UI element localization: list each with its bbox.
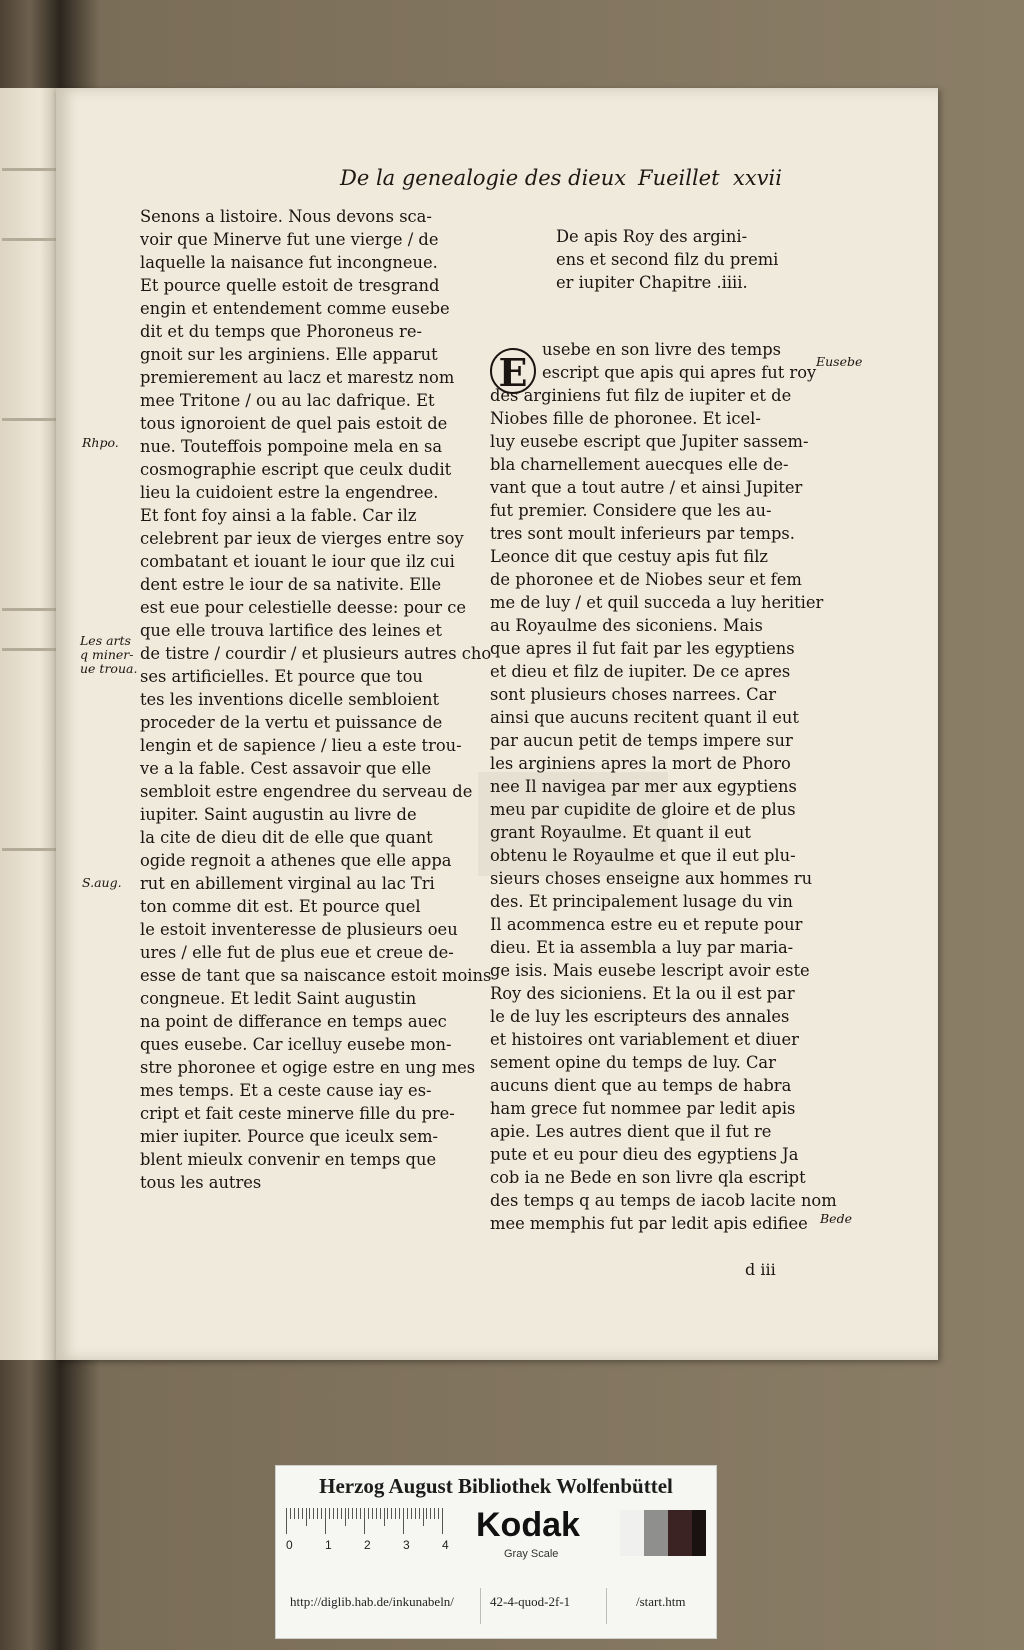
ruler-tick	[298, 1508, 299, 1519]
text-line: ham grece fut nommee par ledit apis	[490, 1099, 796, 1118]
text-line: stre phoronee et ogige estre en ung mes	[140, 1058, 476, 1077]
ruler-tick	[387, 1508, 388, 1519]
ruler-number: 4	[442, 1538, 449, 1552]
ruler-tick	[306, 1508, 307, 1526]
ruler-tick	[411, 1508, 412, 1519]
folio-number: xxvii	[733, 166, 782, 190]
ruler-tick	[419, 1508, 420, 1519]
ruler-tick	[415, 1508, 416, 1519]
text-line: engin et entendement comme eusebe	[140, 299, 450, 318]
text-line: par aucun petit de temps impere sur	[490, 731, 793, 750]
text-line: blent mieulx convenir en temps que	[140, 1150, 437, 1169]
text-line: ogide regnoit a athenes que elle appa	[140, 851, 452, 870]
text-line: rut en abillement virginal au lac Tri	[140, 874, 435, 893]
chapter-heading-line: De apis Roy des argini-	[556, 227, 748, 246]
text-line: sieurs choses enseigne aux hommes ru	[490, 869, 813, 888]
text-line: est eue pour celestielle deesse: pour ce	[140, 598, 466, 617]
text-line: Leonce dit que cestuy apis fut filz	[490, 547, 768, 566]
text-line: la cite de dieu dit de elle que quant	[140, 828, 433, 847]
url-part-base: http://diglib.hab.de/inkunabeln/	[290, 1594, 454, 1609]
url-part-start: /start.htm	[636, 1594, 686, 1609]
text-line: ures / elle fut de plus eue et creue de-	[140, 943, 454, 962]
text-line: mes temps. Et a ceste cause iay es-	[140, 1081, 432, 1100]
text-line: ge isis. Mais eusebe lescript avoir este	[490, 961, 810, 980]
text-line: sont plusieurs choses narrees. Car	[490, 685, 777, 704]
gray-swatch-mid	[644, 1510, 668, 1556]
library-name: Herzog August Bibliothek Wolfenbüttel	[319, 1474, 673, 1498]
text-line: au Royaulme des siconiens. Mais	[490, 616, 763, 635]
text-line: cript et fait ceste minerve fille du pre-	[140, 1104, 455, 1123]
text-line: dent estre le iour de sa nativite. Elle	[140, 575, 442, 594]
text-line: congneue. Et ledit Saint augustin	[140, 989, 417, 1008]
ruler-tick	[325, 1508, 326, 1534]
text-line: gnoit sur les arginiens. Elle apparut	[140, 345, 438, 364]
text-line: que elle trouva lartifice des leines et	[140, 621, 442, 640]
text-line: des arginiens fut filz de iupiter et de	[490, 386, 792, 405]
text-line: ses artificielles. Et pource que tou	[140, 667, 423, 686]
margin-note-arts	[80, 634, 137, 676]
text-line: tous ignoroient de quel pais estoit de	[140, 414, 448, 433]
text-line: ton comme dit est. Et pource quel	[140, 897, 421, 916]
text-line: me de luy / et quil succeda a luy heritier	[490, 593, 824, 612]
ruler-ticks	[286, 1508, 456, 1534]
margin-note-line: q miner-	[80, 647, 134, 662]
text-line: proceder de la vertu et puissance de	[140, 713, 443, 732]
text-line: obtenu le Royaulme et que il eut plu-	[490, 846, 796, 865]
margin-note-eusebe: Eusebe	[816, 354, 863, 369]
ruler-tick	[430, 1508, 431, 1519]
url-part-id: 42-4-quod-2f-1	[490, 1594, 571, 1609]
ruler-tick	[423, 1508, 424, 1526]
ruler-tick	[391, 1508, 392, 1519]
ruler-tick	[348, 1508, 349, 1519]
gray-swatch-dark	[668, 1510, 692, 1556]
text-line: de tistre / courdir / et plusieurs autres cho	[140, 644, 492, 663]
ruler-tick	[302, 1508, 303, 1519]
text-line: ainsi que aucuns recitent quant il eut	[490, 708, 799, 727]
text-line: les arginiens apres la mort de Phoro	[490, 754, 791, 773]
text-line: Niobes fille de phoronee. Et icel-	[490, 409, 761, 428]
ruler-tick	[442, 1508, 443, 1534]
text-line: lengin et de sapience / lieu a este trou-	[140, 736, 462, 755]
text-line: nue. Touteffois pompoine mela en sa	[140, 437, 443, 456]
ruler-tick	[317, 1508, 318, 1519]
text-line: luy eusebe escript que Jupiter sassem-	[490, 432, 809, 451]
text-line: mee Tritone / ou au lac dafrique. Et	[140, 391, 435, 410]
margin-note-line: Les arts	[80, 633, 131, 648]
text-line: dit et du temps que Phoroneus re-	[140, 322, 422, 341]
text-line: et histoires ont variablement et diuer	[490, 1030, 799, 1049]
ruler-number: 3	[403, 1538, 410, 1552]
text-line: tes les inventions dicelle sembloient	[140, 690, 440, 709]
text-line: mier iupiter. Pource que iceulx sem-	[140, 1127, 439, 1146]
ruler-tick	[356, 1508, 357, 1519]
ruler-tick	[329, 1508, 330, 1519]
text-line: pute et eu pour dieu des egyptiens Ja	[490, 1145, 799, 1164]
margin-note-saug: S.aug.	[82, 875, 122, 890]
text-line: apie. Les autres dient que il fut re	[490, 1122, 772, 1141]
ruler-tick	[384, 1508, 385, 1526]
margin-note-bede: Bede	[820, 1211, 852, 1226]
folio-label: Fueillet	[638, 166, 720, 190]
ruler-tick	[376, 1508, 377, 1519]
gray-swatch-white	[620, 1510, 644, 1556]
kodak-logo: Kodak	[476, 1506, 580, 1544]
running-head	[340, 166, 800, 196]
ruler-number: 2	[364, 1538, 371, 1552]
text-line: Senons a listoire. Nous devons sca-	[140, 207, 432, 226]
text-line: celebrent par ieux de vierges entre soy	[140, 529, 464, 548]
ruler-tick	[438, 1508, 439, 1519]
ruler-tick	[341, 1508, 342, 1519]
ruler-number: 0	[286, 1538, 293, 1552]
text-line: na point de differance en temps auec	[140, 1012, 447, 1031]
ruler-tick	[345, 1508, 346, 1526]
text-line: Et pource quelle estoit de tresgrand	[140, 276, 440, 295]
text-line: mee memphis fut par ledit apis edifiee	[490, 1214, 808, 1233]
ruler-tick	[426, 1508, 427, 1519]
text-line: Roy des sicioniens. Et la ou il est par	[490, 984, 795, 1003]
text-line: cosmographie escript que ceulx dudit	[140, 460, 452, 479]
ruler-tick	[321, 1508, 322, 1519]
text-line: le de luy les escripteurs des annales	[490, 1007, 790, 1026]
ruler-tick	[380, 1508, 381, 1519]
text-line: tous les autres	[140, 1173, 262, 1192]
right-column	[490, 225, 837, 1235]
text-line: fut premier. Considere que les au-	[490, 501, 772, 520]
ruler-tick	[333, 1508, 334, 1519]
text-line: aucuns dient que au temps de habra	[490, 1076, 792, 1095]
ruler-number: 1	[325, 1538, 332, 1552]
text-line: le estoit inventeresse de plusieurs oeu	[140, 920, 458, 939]
margin-note-rhpo: Rhpo.	[82, 435, 119, 450]
ruler-tick	[395, 1508, 396, 1519]
library-color-target	[275, 1465, 717, 1639]
text-line: cob ia ne Bede en son livre qla escript	[490, 1168, 806, 1187]
chapter-heading-line: ens et second filz du premi	[556, 250, 779, 269]
text-line: sembloit estre engendree du serveau de	[140, 782, 473, 801]
running-head-title: De la genealogie des dieux	[340, 166, 627, 190]
text-line: et dieu et filz de iupiter. De ce apres	[490, 662, 791, 681]
text-line: voir que Minerve fut une vierge / de	[140, 230, 439, 249]
text-line: sement opine du temps de luy. Car	[490, 1053, 776, 1072]
ruler-tick	[372, 1508, 373, 1519]
ruler-tick	[368, 1508, 369, 1519]
text-line: lieu la cuidoient estre la engendree.	[140, 483, 439, 502]
text-line: que apres il fut fait par les egyptiens	[490, 639, 795, 658]
ruler-tick	[364, 1508, 365, 1534]
left-column	[140, 205, 492, 1194]
ruler-tick	[399, 1508, 400, 1519]
text-line: iupiter. Saint augustin au livre de	[140, 805, 417, 824]
text-line: bla charnellement auecques elle de-	[490, 455, 789, 474]
text-line: esse de tant que sa naiscance estoit moins	[140, 966, 492, 985]
text-line: combatant et iouant le iour que ilz cui	[140, 552, 455, 571]
text-line: nee Il navigea par mer aux egyptiens	[490, 777, 797, 796]
scale-ruler	[286, 1508, 456, 1558]
decorated-initial: E	[490, 348, 536, 394]
ruler-tick	[290, 1508, 291, 1519]
text-line: Il acommenca estre eu et repute pour	[490, 915, 803, 934]
previous-page-edge	[0, 88, 58, 1360]
text-line: des. Et principalement lusage du vin	[490, 892, 793, 911]
text-line: laquelle la naisance fut incongneue.	[140, 253, 438, 272]
ruler-tick	[294, 1508, 295, 1519]
ruler-tick	[337, 1508, 338, 1519]
gray-scale-label: Gray Scale	[504, 1548, 559, 1560]
ruler-tick	[352, 1508, 353, 1519]
text-line: grant Royaulme. Et quant il eut	[490, 823, 751, 842]
signature-mark: d iii	[745, 1260, 776, 1279]
text-line: usebe en son livre des temps	[542, 340, 782, 359]
gray-swatch-black	[692, 1510, 706, 1556]
text-line: vant que a tout autre / et ainsi Jupiter	[490, 478, 803, 497]
text-line: Et font foy ainsi a la fable. Car ilz	[140, 506, 417, 525]
text-line: meu par cupidite de gloire et de plus	[490, 800, 796, 819]
ruler-tick	[407, 1508, 408, 1519]
text-line: ques eusebe. Car icelluy eusebe mon-	[140, 1035, 452, 1054]
text-line: tres sont moult inferieurs par temps.	[490, 524, 795, 543]
text-line: de phoronee et de Niobes seur et fem	[490, 570, 802, 589]
chapter-heading-line: er iupiter Chapitre .iiii.	[556, 273, 748, 292]
text-line: premierement au lacz et marestz nom	[140, 368, 455, 387]
ruler-tick	[313, 1508, 314, 1519]
text-line: ve a la fable. Cest assavoir que elle	[140, 759, 432, 778]
text-line: dieu. Et ia assembla a luy par maria-	[490, 938, 794, 957]
ruler-tick	[360, 1508, 361, 1519]
ruler-tick	[286, 1508, 287, 1534]
text-line: des temps q au temps de iacob lacite nom	[490, 1191, 837, 1210]
text-line: escript que apis qui apres fut roy	[542, 363, 817, 382]
ruler-tick	[309, 1508, 310, 1519]
margin-note-line: ue troua.	[80, 661, 138, 676]
ruler-tick	[403, 1508, 404, 1534]
ruler-tick	[434, 1508, 435, 1519]
